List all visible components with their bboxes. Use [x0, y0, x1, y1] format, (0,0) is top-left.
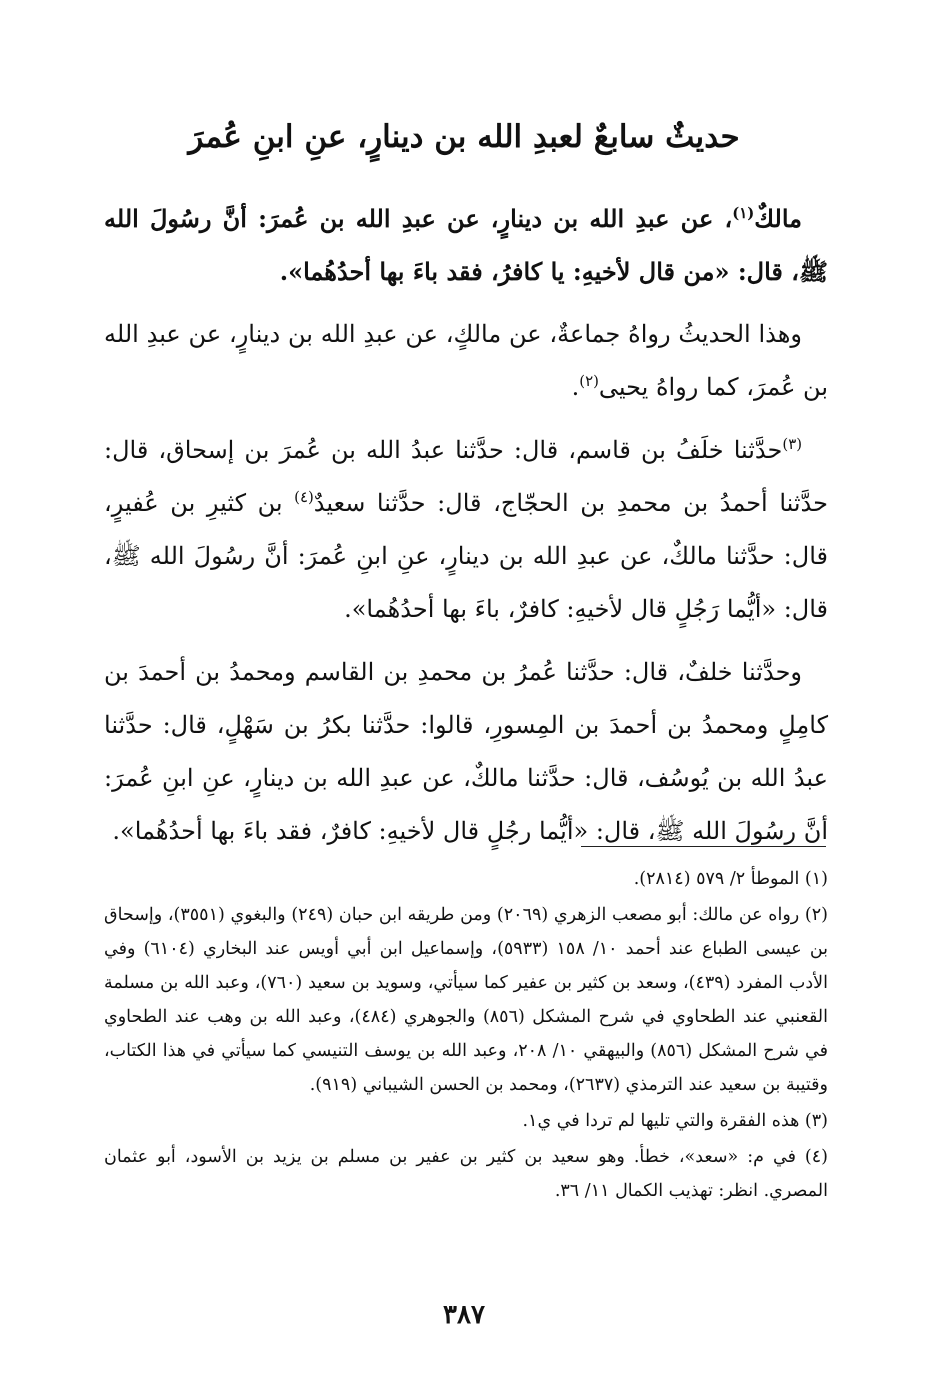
text-span: . [571, 373, 580, 401]
text-span: مالكٌ [754, 204, 802, 233]
footnote-marker: (٤) [294, 488, 314, 506]
footnote-marker: (٣) [782, 435, 802, 453]
chapter-heading: حديثٌ سابعٌ لعبدِ الله بن دينارٍ، عنِ ابنِ عُمرَ [188, 119, 740, 155]
footnotes [104, 862, 828, 1210]
isnad-paragraph [104, 424, 828, 636]
footnote: (١) الموطأ ٢/ ٥٧٩ (٢٨١٤). [633, 869, 828, 889]
footnote: (٣) هذه الفقرة والتي تليها لم تردا في ي١. [522, 1111, 828, 1131]
hadith-paragraph [104, 192, 828, 298]
main-text [104, 192, 828, 868]
text-span: حدَّثنا خلَفُ بن قاسم، قال: حدَّثنا عبدُ الله بن عُمرَ بن إسحاق، قال: حدَّثنا أحمدُ بن محمدِ بن الحجّاج، قال: حدَّثنا سعيدٌ [104, 436, 828, 517]
footnote: (٢) رواه عن مالك: أبو مصعب الزهري (٢٠٦٩) ومن طريقه ابن حبان (٢٤٩) والبغوي (٣٥٥١)، وإسحاق بن عيسى الطباع عند أحمد ١٠/ ١٥٨ (٥٩٣٣)، وإسماعيل ابن أبي أويس عند البخاري (٦١٠٤) وفي الأدب المفرد (٤٣٩)، وسعد بن كثير بن عفير كما سيأتي، وسويد بن سعيد (٧٦٠)، وعبد الله بن مسلمة القعنبي عند الطحاوي في شرح المشكل (٨٥٦) والجوهري (٤٨٤)، وعبد الله بن وهب عند الطحاوي في شرح المشكل (٨٥٦) والبيهقي ١٠/ ٢٠٨، وعبد الله بن يوسف التنيسي كما سيأتي في هذا الكتاب، وقتيبة بن سعيد عند الترمذي (٢٦٣٧)، ومحمد بن الحسن الشيباني (٩١٩). [104, 905, 829, 1095]
text-span: ، عن عبدِ الله بن دينارٍ، عن عبدِ الله بن عُمرَ: أنَّ رسُولَ الله ﷺ، قال: «من قال لأخيهِ: يا كافرُ، فقد باءَ بها أحدُهُما». [104, 204, 828, 286]
footnote-divider [581, 846, 826, 847]
footnote-marker: (١) [732, 204, 755, 222]
isnad-paragraph: وحدَّثنا خلفٌ، قال: حدَّثنا عُمرُ بن محمدِ بن القاسم ومحمدُ بن أحمدَ بن كامِلٍ ومحمدُ بن أحمدَ بن المِسورِ، قالوا: حدَّثنا بكرُ بن سَهْلٍ، قال: حدَّثنا عبدُ الله بن يُوسُف، قال: حدَّثنا مالكٌ، عن عبدِ الله بن دينارٍ، عنِ ابنِ عُمرَ: أنَّ رسُولَ الله ﷺ، قال: «أيُّما رجُلٍ قال لأخيهِ: كافرٌ، فقد باءَ بها أحدُهُما». [104, 658, 828, 845]
text-span: بن كثيرِ بن عُفيرٍ، قال: حدَّثنا مالكٌ، عن عبدِ الله بن دينارٍ، عنِ ابنِ عُمرَ: أنَّ رسُولَ الله ﷺ، قال: «أيُّما رَجُلٍ قال لأخيهِ: كافرٌ، باءَ بها أحدُهُما». [104, 489, 828, 623]
commentary-paragraph [104, 308, 828, 414]
footnote-marker: (٢) [579, 372, 599, 390]
text-span: وهذا الحديثُ رواهُ جماعةٌ، عن مالكٍ، عن عبدِ الله بن دينارٍ، عن عبدِ الله بن عُمرَ، كما رواهُ يحيى [104, 320, 828, 401]
page-number: ٣٨٧ [443, 1300, 485, 1330]
footnote: (٤) في م: «سعد»، خطأ. وهو سعيد بن كثير بن عفير بن مسلم بن يزيد بن الأسود، أبو عثمان المصري. انظر: تهذيب الكمال ١١/ ٣٦. [104, 1147, 828, 1201]
